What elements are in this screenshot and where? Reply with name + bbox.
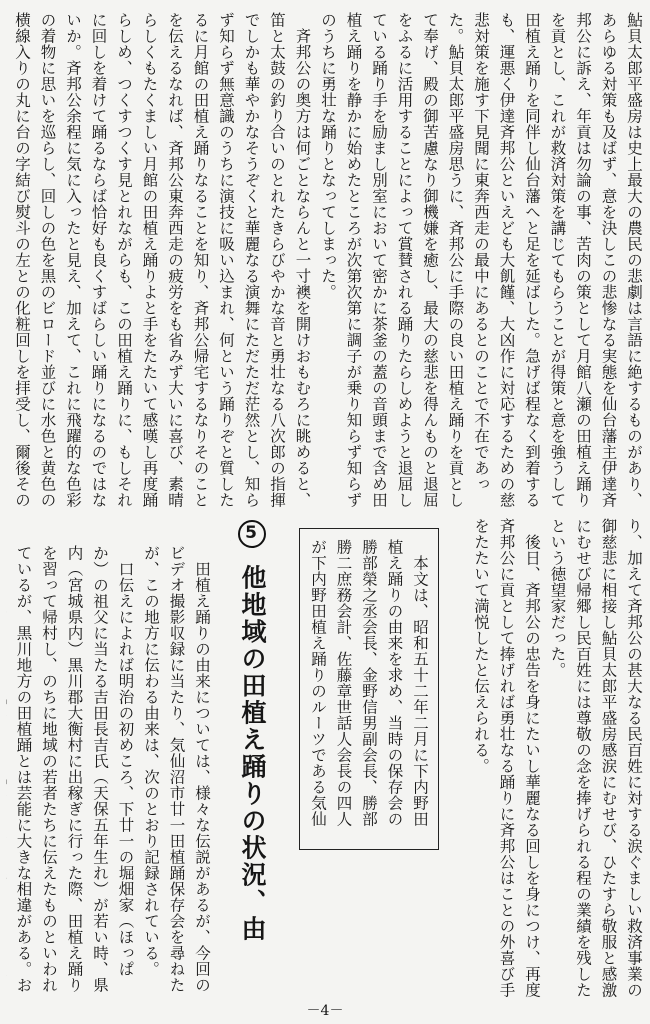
lower-left-text-column	[6, 545, 214, 1000]
page-number: －4－	[306, 1003, 344, 1019]
source-note-text	[306, 539, 432, 839]
paragraph: 本文は、昭和五十二年二月に下内野田植え踊りの由来を求め、当時の保存会の勝部榮之丞会長、金野信男副会長、勝部勝二庶務会計、佐藤章世話人会長の四人が下内野田植え踊りのルーツである気仙	[309, 539, 429, 827]
paragraph: 斉邦公の奥方は何ごとならんと一寸襖を開けおもむろに眺めると、笛と太鼓の釣り合いのとれたきらびやかな音と勇壮なる八次郎の指揮でしかも華やかなそうぞくと華麗なる演舞にただただ茫然とし、知らず知らず無意識のうちに演技に吸い込まれ、何という踊りぞと質したるに月館の田植え踊りなることを知り、斉邦公帰宅するなりそのことを伝えるなれば、斉邦公東奔西走の疲労をも省みず大いに喜び、素晴らしくもたくましい月館の田植え踊りよと手をたたいて感嘆し再度踊らしめ、つくすつくす見とれながらも、この田植え踊りに、もしそれに回しを着けて踊るならば恰好も良くすばらしい踊りになるのではないか。斉邦公余程に気に入ったと見え、加えて、これに飛躍的な色彩の着物に思いを巡らし、回しの色を黒のビロード並びに水色と黄色の横線入りの丸に台の字結び熨斗の左との化粧回しを拝受し、爾後その	[13, 12, 312, 508]
paragraph: 田植え踊りの由来については、様々な伝説があるが、今回のビデオ撮影収録に当たり、気仙沼市廿一田植踊保存会を尋ねたが、この地方に伝わる由来は、次のとおり記録されている。	[142, 545, 211, 993]
paragraph: 口伝えによれば明治の初めころ、下廿一の堀畑家（ほっぱか）の祖父に当たる吉田長吉氏（天保五年生れ）が若い時、県内（宮城県内）黒川郡大衡村に出稼ぎに行った際、田植え踊りを習って帰村し、のちに地域の若者たちに伝えたものといわれているが、黒川地方の田植踊とは芸能に大きな相違がある。お	[14, 545, 135, 993]
upper-text-column	[6, 12, 646, 512]
paragraph: 鮎貝太郎平盛房は史上最大の農民の悲劇は言語に絶するものがあり、あらゆる対策も及ばず、意を決しこの悲惨なる実態を仙台藩主伊達斉邦公に訴え、年貢は勿論の事、苦肉の策として月館八瀬の田植え踊りを貢とし、これが救済対策を講じてもらうことが得策と意を強うして田植え踊りを同伴し仙台藩へと足を延ばした。急げば程なく到着するも、運悪く伊達斉邦公といえども大飢饉、大凶作に対応するための慈悲対策を施す下見聞に東奔西走の最中にあるとのことで不在であった。鮎貝太郎平盛房思うに、斉邦公に手際の良い田植え踊りを貢として奉げ、殿の御苦慮なり御機嫌を癒し、最大の慈悲を得んものと退屈をふるに活用することによって賞賛される踊りたらしめようと退屈している踊り手を励まし別室において密かに茶釜の蓋の音頭まで含め田植え踊りを静かに始めたところが次第次第に調子が乗り知らず知らずのうちに勇壮な踊りとなってしまった。	[319, 12, 643, 508]
section-title: 他地域の田植え踊りの状況、由	[238, 564, 267, 943]
source-note-box	[299, 528, 439, 850]
section-heading	[230, 520, 270, 950]
section-number: 5	[238, 520, 266, 548]
paragraph: 後日、斉邦公の忠告を身にたいし華麗なる回しを身につけ、再度斉邦公に貢として捧げれば勇壮なる踊りに斉邦公はことの外喜び手をたたいて満悦したと伝えられる。	[472, 518, 541, 998]
paragraph: り、加えて斉邦公の甚大なる民百姓に対する涙ぐましい救済事業の御慈悲に相接し鮎貝太郎平盛房感涙にむせび、ひたすら敬服と感激にむせび帰郷し民百姓には尊敬の念を捧げられる程の業績を残したという徳望家だった。	[548, 518, 643, 998]
